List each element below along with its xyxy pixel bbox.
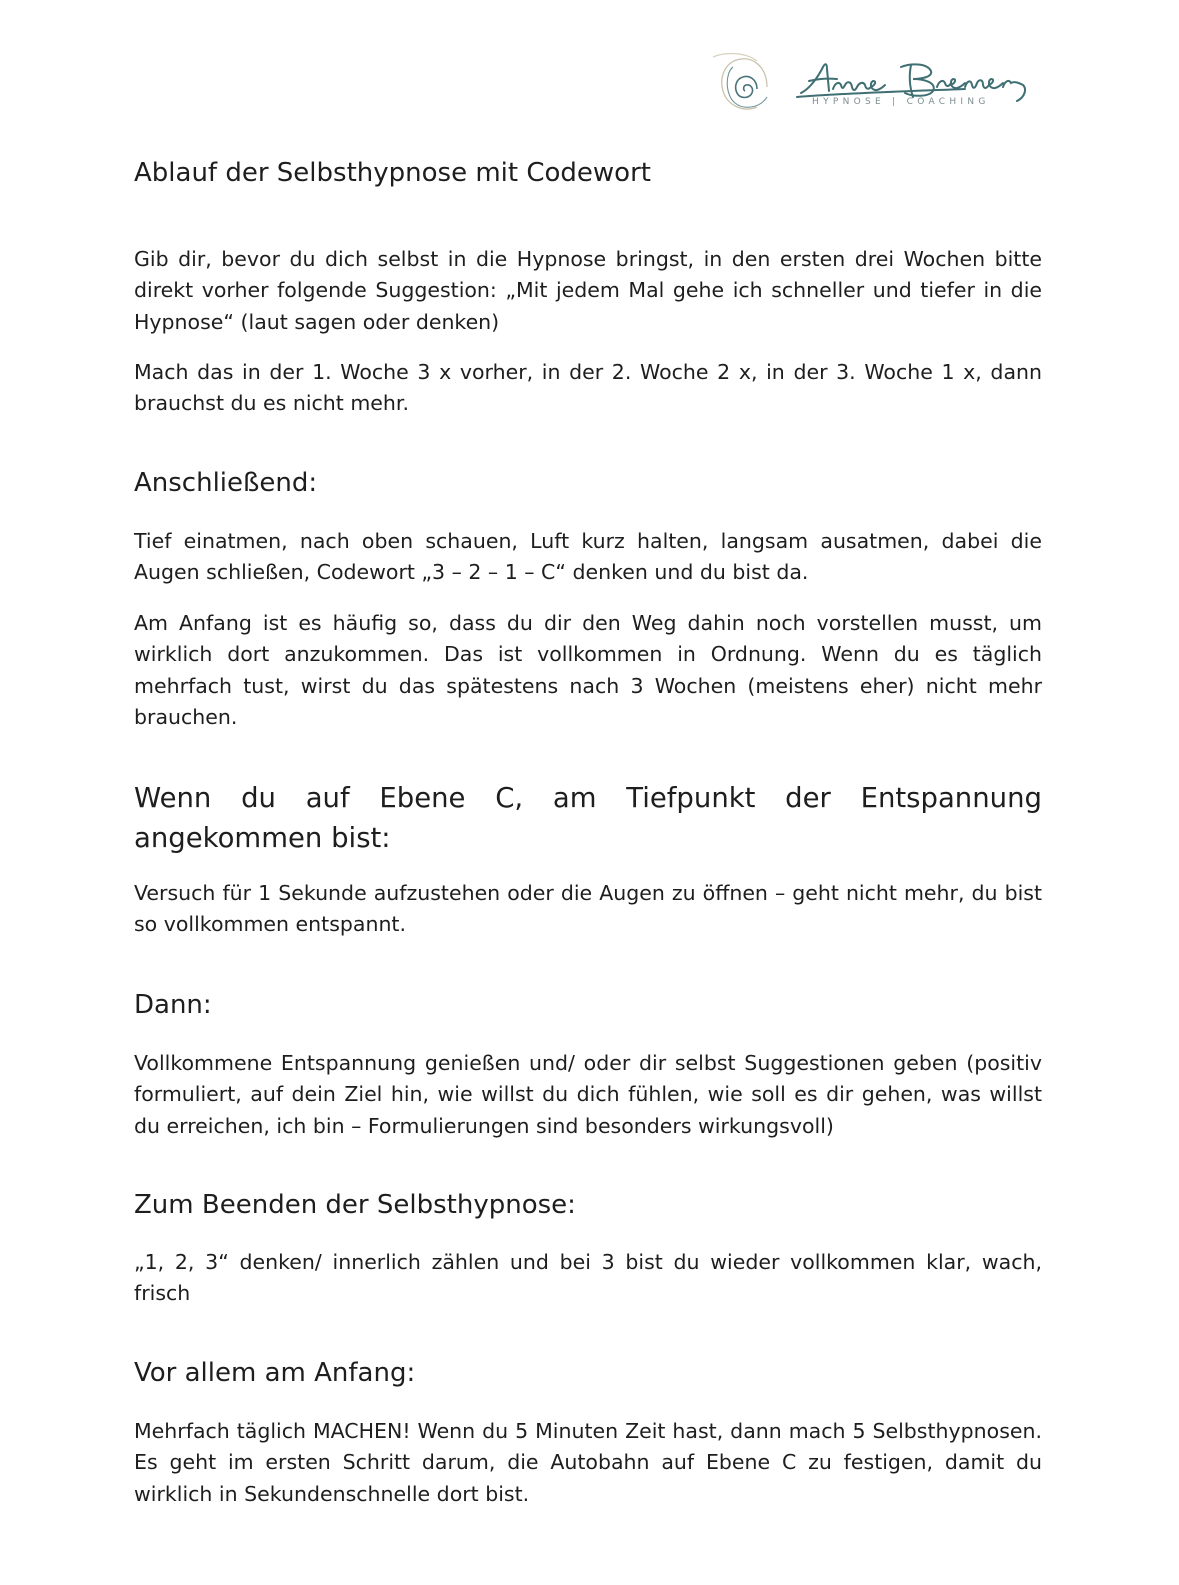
intro-paragraph: Mach das in der 1. Woche 3 x vorher, in der 2. Woche 2 x, in der 3. Woche 1 x, dann brauchst du es nicht mehr. [134, 360, 1042, 416]
section-heading: Wenn du auf Ebene C, am Tiefpunkt der Entspannung angekommen bist: [134, 782, 1042, 854]
intro-paragraph: Gib dir, bevor du dich selbst in die Hypnose bringst, in den ersten drei Wochen bitte direkt vorher folgende Suggestion: „Mit jedem Mal gehe ich schneller und tiefer in die Hypnose“ (laut sagen oder denken) [134, 247, 1042, 334]
page-title: Ablauf der Selbsthypnose mit Codewort [134, 158, 651, 188]
logo-tagline: HYPNOSE | COACHING [812, 97, 990, 107]
section-paragraph: Vollkommene Entspannung genießen und/ oder dir selbst Suggestionen geben (positiv formuliert, auf dein Ziel hin, wie willst du dich fühlen, wie soll es dir gehen, was willst du erreichen, ich bin – Formulierungen sind besonders wirkungsvoll) [134, 1051, 1042, 1138]
section-heading: Dann: [134, 990, 212, 1020]
spiral-icon [705, 45, 1050, 125]
section-paragraph: „1, 2, 3“ denken/ innerlich zählen und bei 3 bist du wieder vollkommen klar, wach, frisch [134, 1250, 1042, 1306]
section-heading: Vor allem am Anfang: [134, 1358, 416, 1388]
section-paragraph: Am Anfang ist es häufig so, dass du dir den Weg dahin noch vorstellen musst, um wirklich dort anzukommen. Das ist vollkommen in Ordnung. Wenn du es täglich mehrfach tust, wirst du das spätestens nach 3 Wochen (meistens eher) nicht mehr brauchen. [134, 611, 1042, 729]
brand-signature [797, 64, 1025, 101]
section-paragraph: Versuch für 1 Sekunde aufzustehen oder die Augen zu öffnen – geht nicht mehr, du bist so vollkommen entspannt. [134, 881, 1042, 937]
section-heading: Zum Beenden der Selbsthypnose: [134, 1190, 576, 1220]
section-paragraph: Mehrfach täglich MACHEN! Wenn du 5 Minuten Zeit hast, dann mach 5 Selbsthypnosen. Es geht im ersten Schritt darum, die Autobahn auf Ebene C zu festigen, damit du wirklich in Sekundenschnelle dort bist. [134, 1419, 1042, 1506]
logo [705, 45, 1050, 125]
section-paragraph: Tief einatmen, nach oben schauen, Luft kurz halten, langsam ausatmen, dabei die Augen schließen, Codewort „3 – 2 – 1 – C“ denken und du bist da. [134, 529, 1042, 585]
section-heading: Anschließend: [134, 468, 318, 498]
